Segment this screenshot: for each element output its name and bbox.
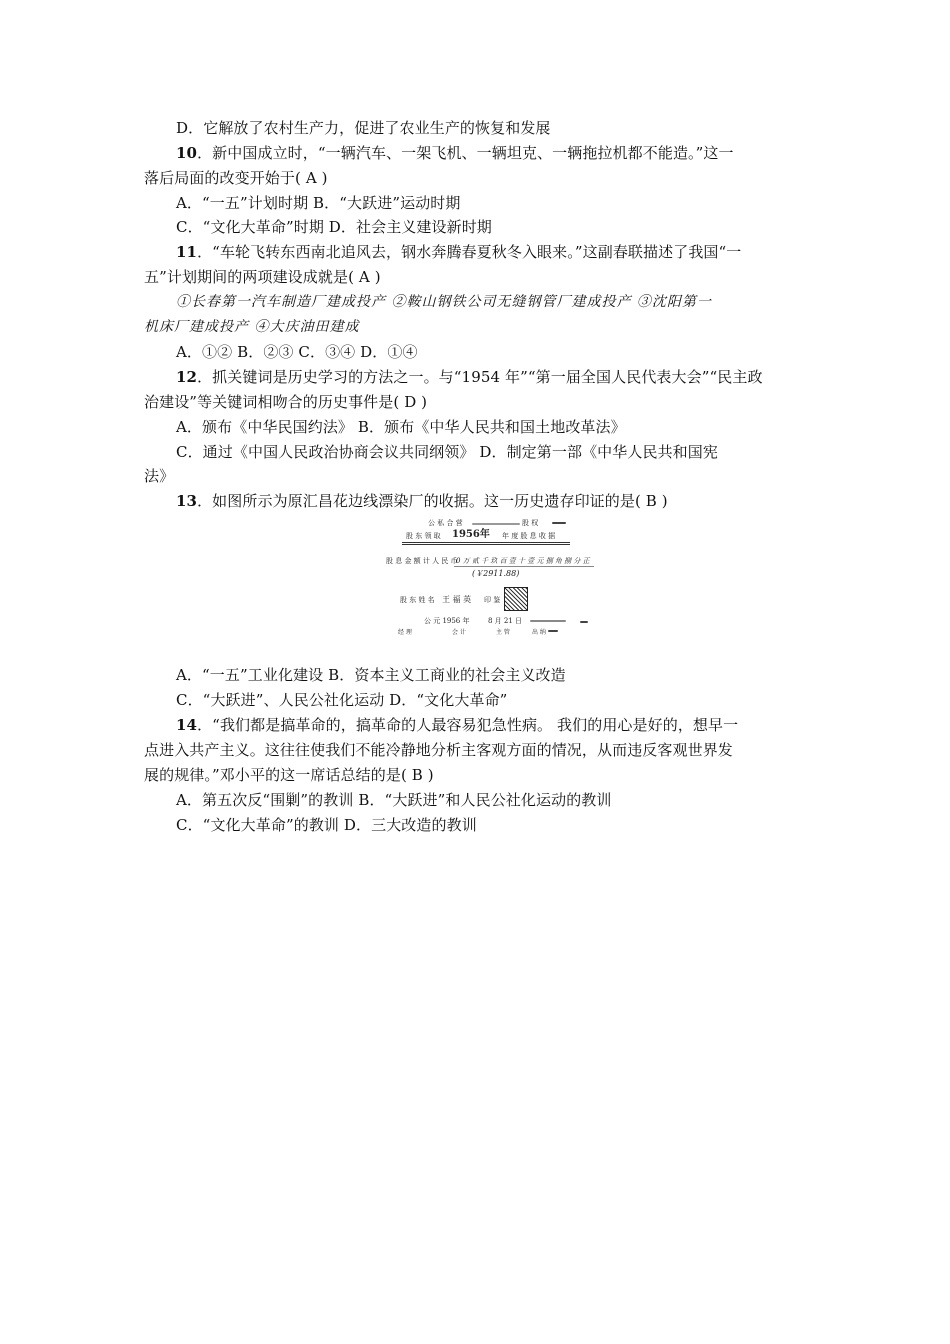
question-12 (176, 365, 809, 389)
scribble-mark (580, 621, 588, 623)
question-10 (176, 141, 809, 165)
question-11-cont (144, 265, 809, 289)
question-number: 14 (176, 716, 198, 734)
receipt-amount-label: 股 息 金 额 计 人 民 币 (386, 557, 458, 565)
receipt-rule (454, 566, 594, 567)
question-10-options-cd (176, 215, 809, 239)
question-12-options-ab (176, 415, 809, 439)
items-text: ①长春第一汽车制造厂建成投产 ②鞍山钢铁公司无缝钢管厂建成投产 ③沈阳第一 (176, 294, 712, 310)
question-12-options-cd (176, 440, 809, 464)
options: C．通过《中国人民政治协商会议共同纲领》 D．制定第一部《中华人民共和国宪 (176, 443, 718, 461)
question-10-cont (144, 166, 809, 190)
items-text: 机床厂建成投产 ④大庆油田建成 (144, 319, 360, 335)
receipt-amount-figure: (￥2911.88) (472, 569, 520, 578)
question-14-options-ab (176, 788, 809, 812)
receipt-footer-manager: 经 理 (398, 629, 412, 636)
scribble-mark (552, 522, 566, 524)
question-text: 治建设”等关键词相吻合的历史事件是( D ) (144, 393, 428, 411)
options: C．“文化大革命”时期 D．社会主义建设新时期 (176, 218, 492, 236)
question-11-items-cont (144, 315, 809, 339)
receipt-footer-cashier: 出 纳 (532, 629, 546, 636)
options: C．“大跃进”、人民公社化运动 D．“文化大革命” (176, 691, 508, 709)
text: D．它解放了农村生产力，促进了农业生产的恢复和发展 (176, 119, 551, 137)
question-text: 点进入共产主义。这往往使我们不能冷静地分析主客观方面的情况，从而违反客观世界发 (144, 741, 733, 759)
question-13-options-ab (176, 663, 809, 687)
question-11-items (176, 290, 809, 314)
question-number: 13 (176, 492, 198, 510)
options: A．“一五”计划时期 B．“大跃进”运动时期 (176, 194, 461, 212)
question-12-options-cont (144, 464, 809, 488)
faded-text-mark (530, 620, 566, 622)
question-10-options-ab (176, 191, 809, 215)
question-11-options (176, 340, 809, 364)
receipt-rule (402, 542, 570, 543)
receipt-header-2: 股 权 (522, 519, 539, 527)
options: C．“文化大革命”的教训 D．三大改造的教训 (176, 816, 477, 834)
options: A．颁布《中华民国约法》 B．颁布《中华人民共和国土地改革法》 (176, 418, 626, 436)
question-text: ．“我们都是搞革命的，搞革命的人最容易犯急性病。 我们的用心是好的，想早一 (197, 716, 739, 734)
receipt-seal-label: 印 鉴 (484, 596, 501, 604)
receipt-label: 股 东 领 取 (406, 532, 441, 540)
receipt-date-label: 公 元 1956 年 (424, 617, 470, 625)
seal-stamp-icon (504, 587, 528, 611)
receipt-date: 8 月 21 日 (488, 617, 523, 625)
question-13 (176, 489, 809, 513)
options: A．“一五”工业化建设 B．资本主义工商业的社会主义改造 (176, 666, 566, 684)
question-number: 10 (176, 144, 198, 162)
receipt-image (384, 517, 600, 635)
question-text: 落后局面的改变开始于( A ) (144, 169, 328, 187)
receipt-title: 年 度 股 息 收 据 (502, 532, 556, 540)
question-14 (176, 713, 809, 737)
options: A．①② B．②③ C．③④ D．①④ (176, 343, 418, 361)
question-text: ．新中国成立时，“一辆汽车、一架飞机、一辆坦克、一辆拖拉机都不能造。”这一 (197, 144, 734, 162)
receipt-year: 1956年 (452, 529, 490, 540)
receipt-footer-supervisor: 主 管 (496, 629, 510, 636)
faded-text-mark (472, 523, 520, 525)
question-number: 12 (176, 368, 198, 386)
options: A．第五次反“围剿”的教训 B．“大跃进”和人民公社化运动的教训 (176, 791, 612, 809)
question-text: 展的规律。”邓小平的这一席话总结的是( B ) (144, 766, 434, 784)
question-text: ．抓关键词是历史学习的方法之一。与“1954 年”“第一届全国人民代表大会”“民主政 (197, 368, 763, 386)
option-line-d (176, 116, 809, 140)
receipt-header: 公 私 合 营 (428, 519, 463, 527)
question-13-options-cd (176, 688, 809, 712)
question-14-cont (144, 738, 809, 762)
receipt-holder-label: 股 东 姓 名 (400, 596, 435, 604)
receipt-footer-accountant: 会 计 (452, 629, 466, 636)
receipt-rule (402, 544, 570, 545)
question-11 (176, 240, 809, 264)
question-14-cont-2 (144, 763, 809, 787)
question-text: ．“车轮飞转东西南北追风去，钢水奔腾春夏秋冬入眼来。”这副春联描述了我国“一 (197, 243, 742, 261)
receipt-holder-name: 王 福 英 (442, 595, 472, 604)
question-12-cont (144, 390, 809, 414)
receipt-amount-words: 0 万 贰 千 玖 百 壹 十 壹 元 捌 角 捌 分 正 (456, 557, 590, 565)
scribble-mark (548, 630, 558, 632)
question-text: ．如图所示为原汇昌花边线漂染厂的收据。这一历史遗存印证的是( B ) (197, 492, 668, 510)
options: 法》 (144, 467, 175, 485)
question-number: 11 (176, 243, 198, 261)
question-14-options-cd (176, 813, 809, 837)
question-text: 五”计划期间的两项建设成就是( A ) (144, 268, 381, 286)
